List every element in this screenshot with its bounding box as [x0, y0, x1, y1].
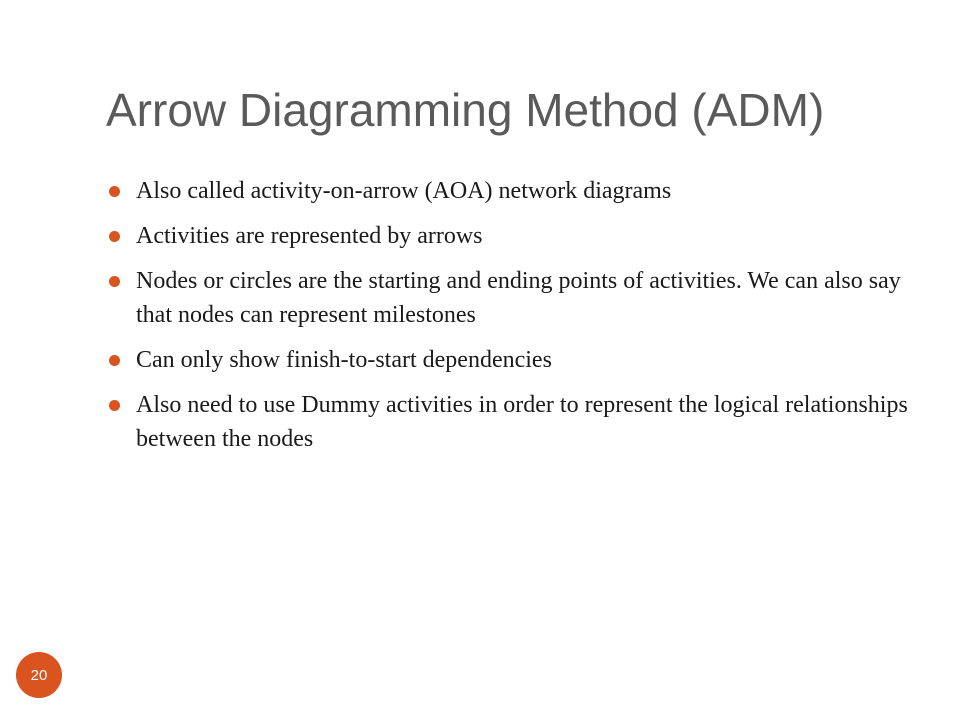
bullet-text: Also called activity-on-arrow (AOA) network diagrams — [136, 178, 672, 204]
bullet-text: Also need to use Dummy activities in order to represent the logical relationships between the nodes — [136, 392, 908, 452]
page-number-badge — [16, 652, 62, 698]
bullet-item — [106, 388, 926, 456]
bullet-text: Activities are represented by arrows — [136, 223, 483, 249]
bullet-item — [106, 219, 926, 253]
page-number: 20 — [30, 666, 48, 684]
bullet-item — [106, 264, 926, 332]
bullet-item — [106, 343, 926, 377]
bullet-item — [106, 174, 926, 208]
bullet-dot-icon — [109, 355, 120, 366]
bullet-dot-icon — [109, 400, 120, 411]
slide-title: Arrow Diagramming Method (ADM) — [106, 84, 825, 136]
bullet-text: Can only show finish-to-start dependencies — [136, 347, 552, 373]
bullet-list — [106, 174, 926, 467]
bullet-dot-icon — [109, 231, 120, 242]
bullet-dot-icon — [109, 186, 120, 197]
bullet-text: Nodes or circles are the starting and ending points of activities. We can also say that nodes can represent milestones — [136, 268, 901, 328]
bullet-dot-icon — [109, 276, 120, 287]
